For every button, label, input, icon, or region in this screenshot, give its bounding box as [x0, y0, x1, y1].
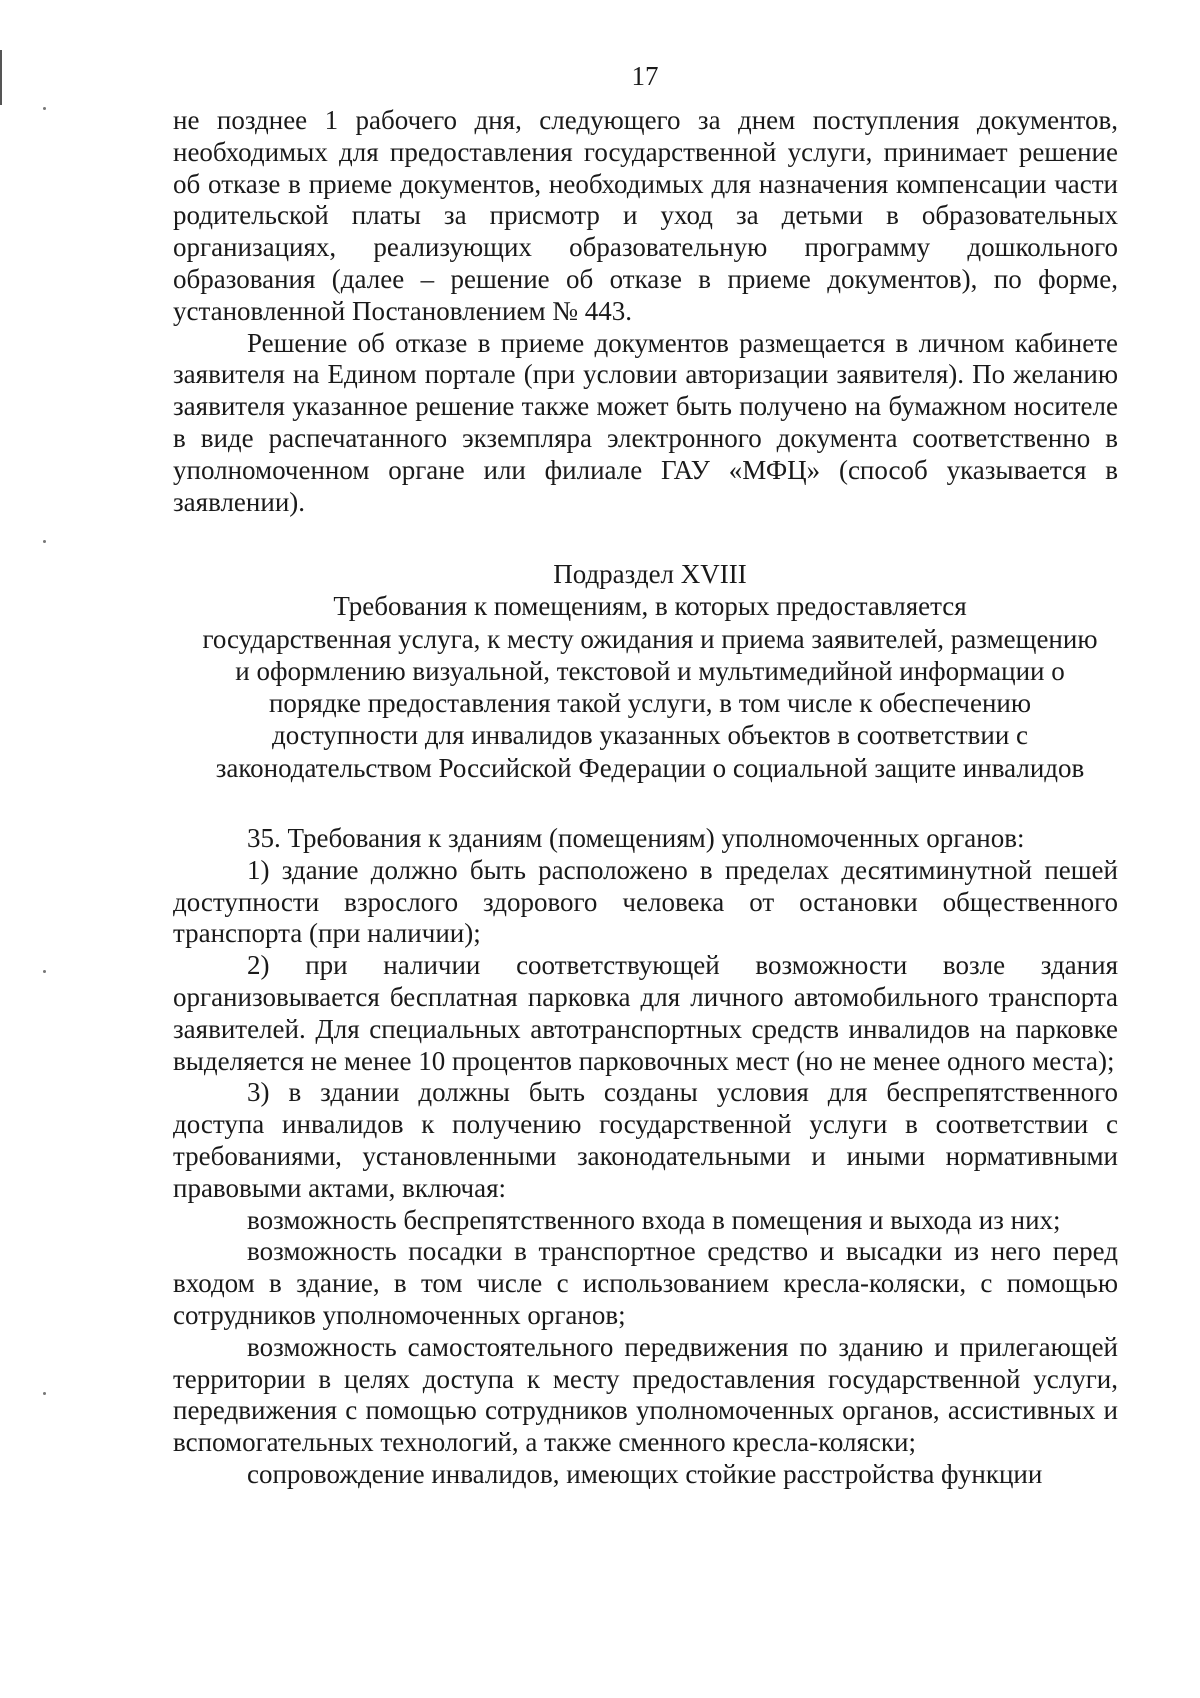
scan-speck: [43, 107, 46, 110]
subsection-title-line: порядке предоставления такой услуги, в том числе к обеспечению: [268, 688, 1032, 719]
paragraph: 1) здание должно быть расположено в пределах десятиминутной пешей доступности взрослого здорового человека от остановки общественного транспорта (при наличии);: [173, 854, 1118, 949]
page-number: 17: [631, 61, 659, 91]
subsection-title-line: государственная услуга, к месту ожидания и приема заявителей, размещению: [202, 623, 1098, 654]
paragraph: 2) при наличии соответствующей возможности возле здания организовывается бесплатная парковка для личного автомобильного транспорта заявителей. Для специальных автотранспортных средств инвалидов на парковке выделяется не менее 10 процентов парковочных мест (но не менее одного места);: [173, 950, 1118, 1076]
subsection-title-line: доступности для инвалидов указанных объектов в соответствии с: [271, 720, 1029, 751]
subsection-title-line: Требования к помещениям, в которых предоставляется: [333, 591, 967, 622]
paragraph: возможность самостоятельного передвижения по зданию и прилегающей территории в целях доступа к месту предоставления государственной услуги, передвижения с помощью сотрудников уполномоченных органов, ассистивных и вспомогательных технологий, а также сменного кресла-коляски;: [173, 1331, 1118, 1458]
scan-speck: [43, 970, 46, 973]
subsection-number: Подраздел XVIII: [553, 559, 747, 589]
subsection-title-line: законодательством Российской Федерации о социальной защите инвалидов: [215, 752, 1085, 783]
subsection-title-line: и оформлению визуальной, текстовой и мультимедийной информации о: [235, 655, 1065, 686]
intro-text: [173, 105, 1118, 518]
subsection-heading: [150, 558, 1150, 784]
paragraph: возможность посадки в транспортное средство и высадки из него перед входом в здание, в том числе с использованием кресла-коляски, с помощью сотрудников уполномоченных органов;: [173, 1236, 1118, 1330]
paragraph: 35. Требования к зданиям (помещениям) уполномоченных органов:: [247, 823, 1025, 853]
paragraph: не позднее 1 рабочего дня, следующего за днем поступления документов, необходимых для предоставления государственной услуги, принимает решение об отказе в приеме документов, необходимых для назначения компенсации части родительской платы за присмотр и уход за детьми в образовательных организациях, реализующих образовательную программу дошкольного образования (далее – решение об отказе в приеме документов), по форме, установленной Постановлением № 443.: [173, 105, 1118, 326]
paragraph: Решение об отказе в приеме документов размещается в личном кабинете заявителя на Едином портале (при условии авторизации заявителя). По желанию заявителя указанное решение также может быть получено на бумажном носителе в виде распечатанного экземпляра электронного документа соответственно в уполномоченном органе или филиале ГАУ «МФЦ» (способ указывается в заявлении).: [173, 327, 1118, 517]
paragraph: 3) в здании должны быть созданы условия для беспрепятственного доступа инвалидов к получению государственной услуги в соответствии с требованиями, установленными законодательными и иными нормативными правовыми актами, включая:: [173, 1077, 1118, 1203]
paragraph: сопровождение инвалидов, имеющих стойкие расстройства функции: [247, 1458, 1043, 1489]
body-text: [173, 823, 1118, 1491]
scan-speck: [43, 540, 46, 543]
scan-speck: [43, 1392, 46, 1395]
paragraph: возможность беспрепятственного входа в помещения и выхода из них;: [247, 1204, 1061, 1235]
